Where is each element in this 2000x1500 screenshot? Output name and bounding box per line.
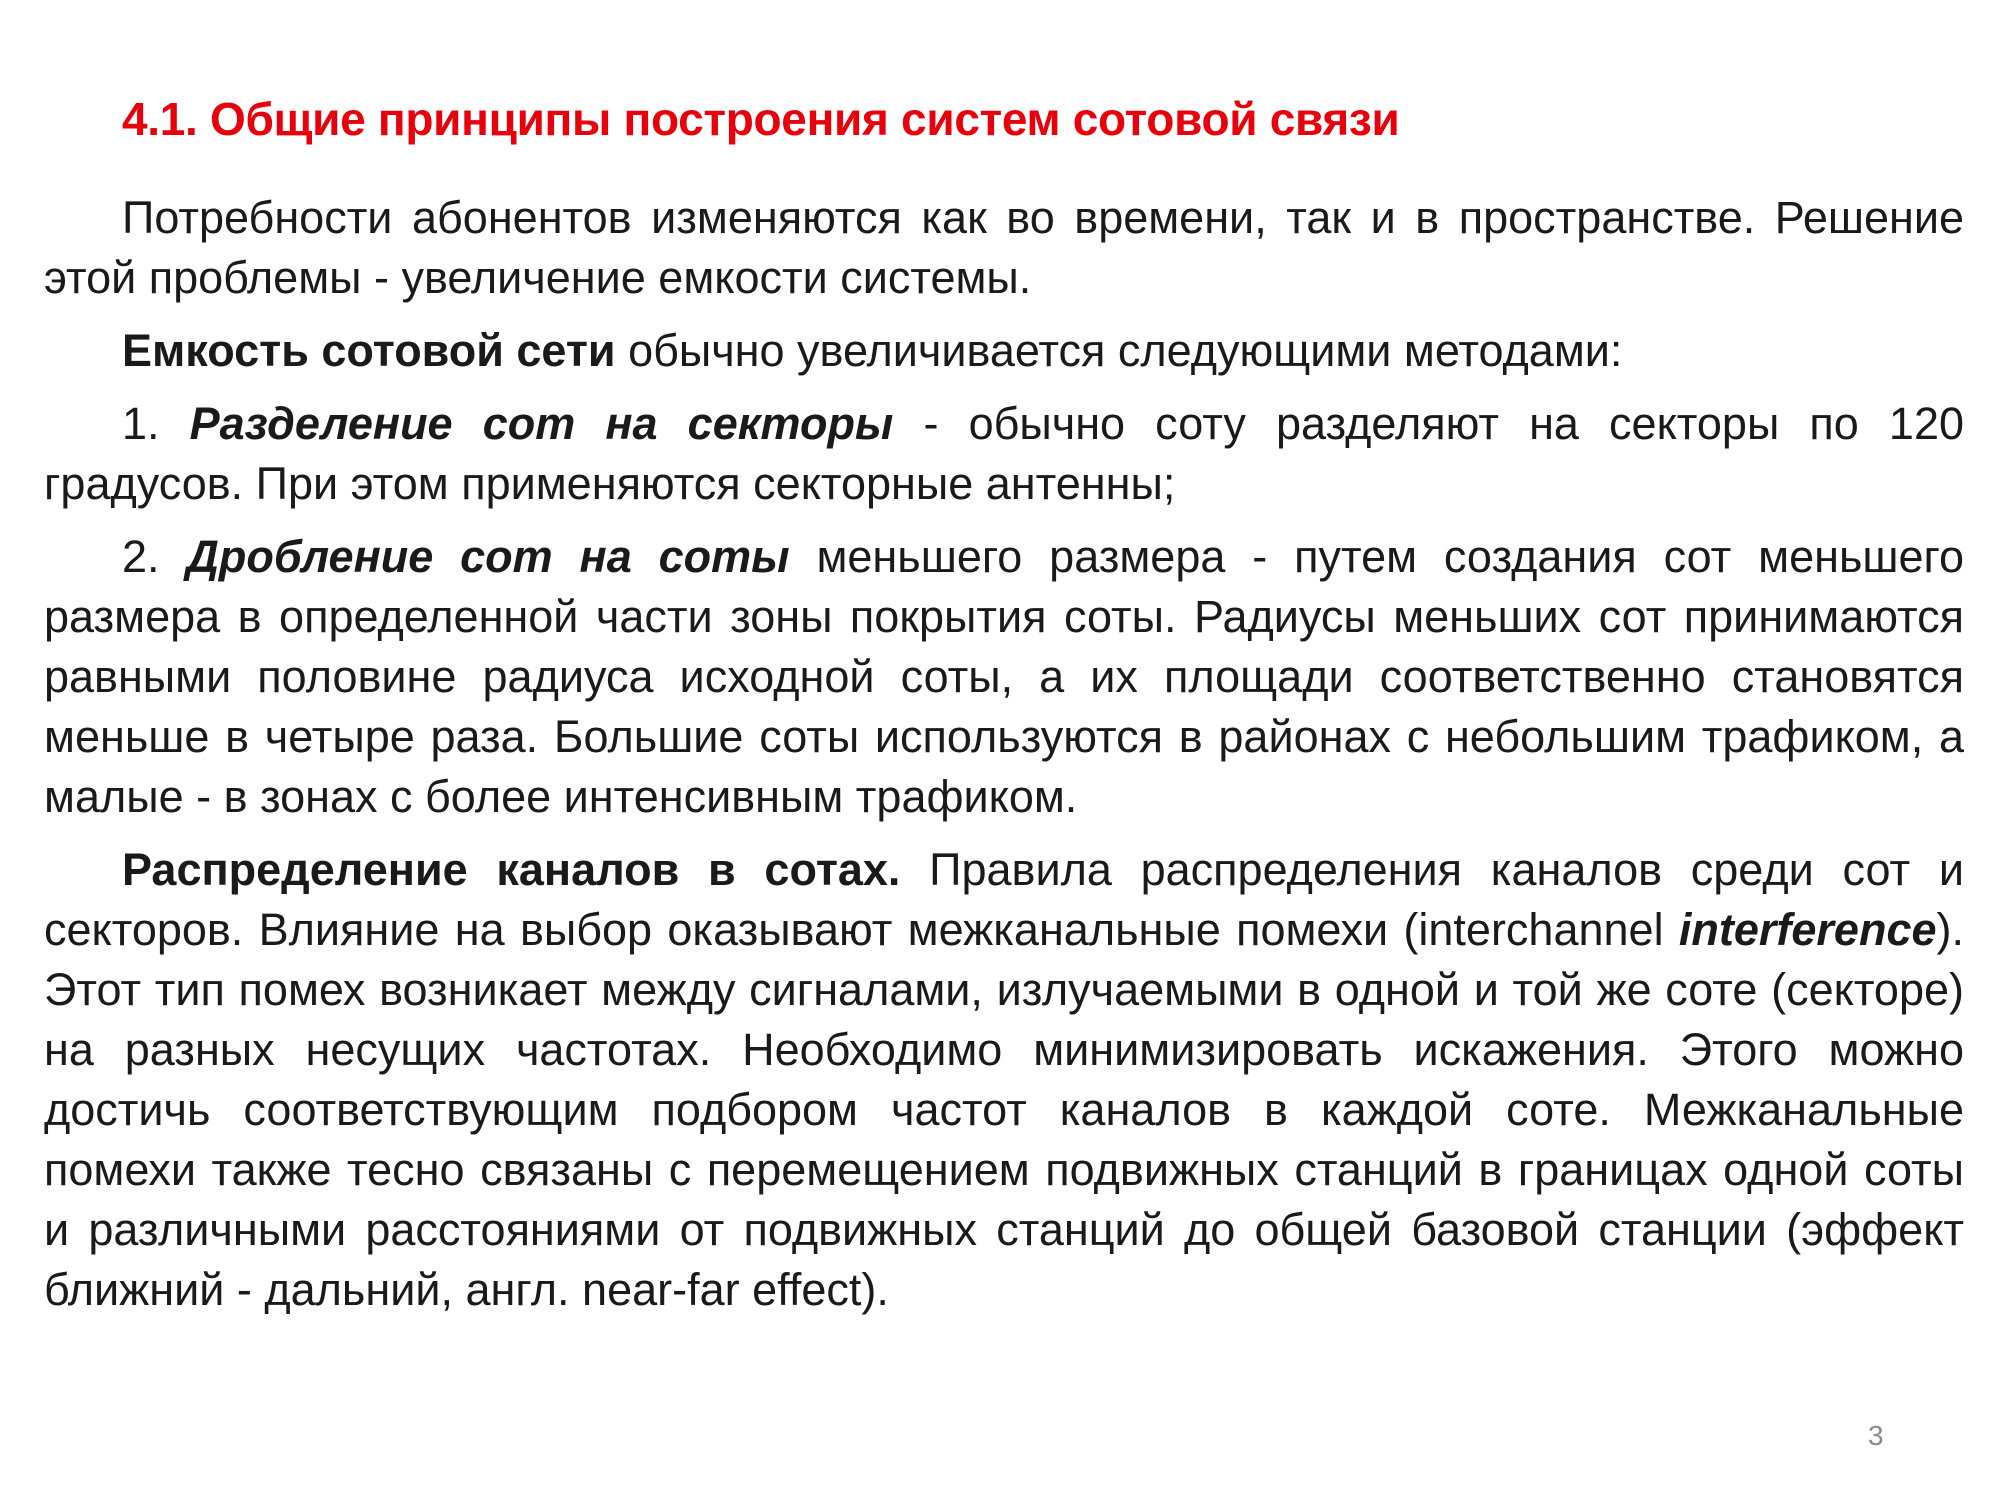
capacity-text: обычно увеличивается следующими методами: <box>615 325 1623 376</box>
channel-allocation-term: Распределение каналов в сотах. <box>122 844 901 895</box>
slide-title: 4.1. Общие принципы построения систем сотовой связи <box>122 93 1400 145</box>
paragraph-capacity <box>44 321 1964 381</box>
paragraph-channel-allocation <box>44 840 1964 1320</box>
paragraph-method-2 <box>44 527 1964 827</box>
paragraph-demand-text: Потребности абонентов изменяются как во времени, так и в пространстве. Решение этой проблемы - увеличение емкости системы. <box>44 192 1964 303</box>
capacity-term: Емкость сотовой сети <box>122 325 616 376</box>
method-1-text: - обычно соту разделяют на секторы по 120 градусов. При этом применяются секторные антенны; <box>44 398 1964 509</box>
method-2-text: меньшего размера - путем создания сот меньшего размера в определенной части зоны покрытия соты. Радиусы меньших сот принимаются равными половине радиуса исходной соты, а их площади соответственно становятся меньше в четыре раза. Большие соты используются в районах с небольшим трафиком, а малые - в зонах с более интенсивным трафиком. <box>44 531 1964 822</box>
method-2-number: 2. <box>122 531 187 582</box>
paragraph-demand <box>44 188 1964 308</box>
page-number: 3 <box>1868 1420 1884 1451</box>
method-1-number: 1. <box>122 398 190 449</box>
interference-term: interference <box>1678 904 1937 955</box>
method-2-term: Дробление сот на соты <box>186 531 790 582</box>
channel-allocation-text-b: ). Этот тип помех возникает между сигналами, излучаемыми в одной и той же соте (секторе) на разных несущих частотах. Необходимо минимизировать искажения. Этого можно достичь соответствующим подбором частот каналов в каждой соте. Межканальные помехи также тесно связаны с перемещением подвижных станций в границах одной соты и различными расстояниями от подвижных станций до общей базовой станции (эффект ближний - дальний, англ. near-far effect). <box>44 904 1964 1315</box>
channel-allocation-text-a: Правила распределения каналов среди сот и секторов. Влияние на выбор оказывают межканальные помехи (interchannel <box>44 844 1964 955</box>
method-1-term: Разделение сот на секторы <box>189 398 894 449</box>
paragraph-method-1 <box>44 394 1964 514</box>
slide-body <box>44 188 1964 1333</box>
